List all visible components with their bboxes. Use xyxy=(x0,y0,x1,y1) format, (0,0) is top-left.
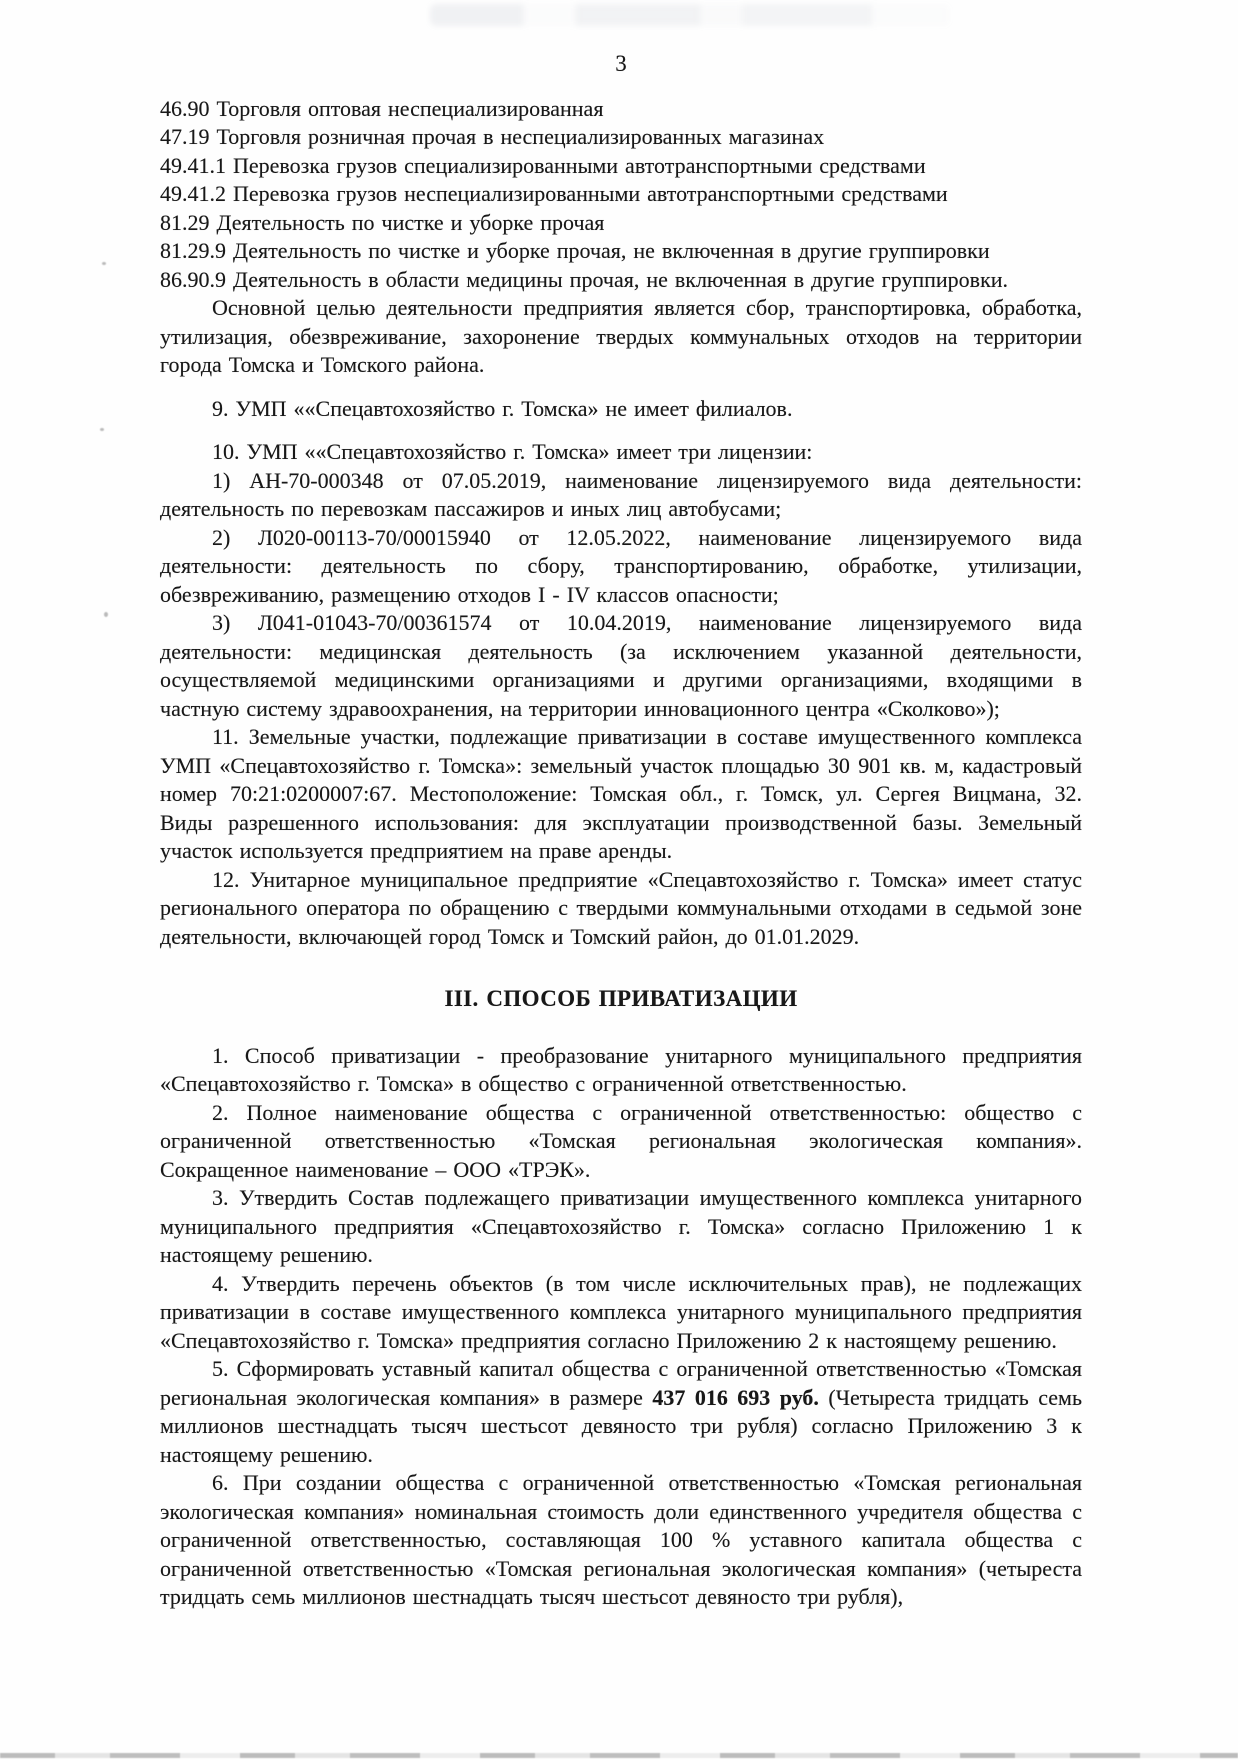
license-item-1: 1) АН-70-000348 от 07.05.2019, наименование лицензируемого вида деятельности: деятельность по перевозкам пассажиров и иных лиц автобусами; xyxy=(160,467,1082,521)
section3-paragraph-4-approve-exclusions: 4. Утвердить перечень объектов (в том числе исключительных прав), не подлежащих приватизации в составе имущественного комплекса унитарного муниципального предприятия «Спецавтохозяйство г. Томска» предприятия согласно Приложению 2 к настоящему решению. xyxy=(160,1270,1082,1353)
okved-code-list xyxy=(160,95,1082,295)
license-item-2: 2) Л020-00113-70/00015940 от 12.05.2022, наименование лицензируемого вида деятельности: деятельность по сбору, транспортированию, обработке, утилизации, обезвреживанию, размещению отходов I - IV классов опасности; xyxy=(160,524,1082,607)
scan-speck xyxy=(102,262,106,265)
license-item-3: 3) Л041-01043-70/00361574 от 10.04.2019, наименование лицензируемого вида деятельности: медицинская деятельность (за исключением указанной деятельности, осуществляемой медицинскими организациями и другими организациями, входящими в частную систему здравоохранения, на территории инновационного центра «Сколково»); xyxy=(160,610,1082,721)
scan-speck xyxy=(100,428,104,431)
section3-paragraph-2-company-name: 2. Полное наименование общества с ограниченной ответственностью: общество с ограниченной ответственностью «Томская региональная экологическая компания». Сокращенное наименование – ООО «ТРЭК». xyxy=(160,1099,1082,1182)
paragraph-10-licenses-intro: 10. УМП ««Спецавтохозяйство г. Томска» имеет три лицензии: xyxy=(212,439,813,464)
section3-paragraph-5-charter-capital xyxy=(160,1355,1082,1469)
okved-item: 46.90 Торговля оптовая неспециализированная xyxy=(160,95,604,121)
paragraph-text-before-amount: 5. Сформировать уставный капитал общества с ограниченной ответственностью «Томская региональная экологическая компания» в размере xyxy=(160,1356,1082,1410)
section3-paragraph-1-method: 1. Способ приватизации - преобразование унитарного муниципального предприятия «Спецавтохозяйство г. Томска» в общество с ограниченной ответственностью. xyxy=(160,1042,1082,1096)
page-number: 3 xyxy=(615,51,627,76)
paragraph-12-regional-operator: 12. Унитарное муниципальное предприятие «Спецавтохозяйство г. Томска» имеет статус регионального оператора по обращению с твердыми коммунальными отходами в седьмой зоне деятельности, включающей город Томск и Томский район, до 01.01.2029. xyxy=(160,866,1082,949)
section3-paragraph-6-founder-share: 6. При создании общества с ограниченной ответственностью «Томская региональная экологическая компания» номинальная стоимость доли единственного учредителя общества с ограниченной ответственностью, составляющая 100 % уставного капитала общества с ограниченной ответственностью «Томская региональная экологическая компания» (четыреста тридцать семь миллионов шестнадцать тысяч шестьсот девяносто три рубля), xyxy=(160,1470,1082,1609)
okved-item: 49.41.1 Перевозка грузов специализированными автотранспортными средствами xyxy=(160,152,926,178)
okved-item: 47.19 Торговля розничная прочая в неспециализированных магазинах xyxy=(160,124,825,149)
paragraph-11-land-plots: 11. Земельные участки, подлежащие приватизации в составе имущественного комплекса УМП «Спецавтохозяйство г. Томска»: земельный участок площадью 30 901 кв. м, кадастровый номер 70:21:0200007:67. Местоположение: Томская обл., г. Томск, ул. Сергея Вицмана, 32. Виды разрешенного использования: для эксплуатации производственной базы. Земельный участок используется предприятием на праве аренды. xyxy=(160,724,1082,863)
scan-artifact-top xyxy=(430,4,950,26)
scan-artifact-bottom xyxy=(0,1753,1238,1758)
scan-speck xyxy=(104,612,108,617)
section-3-heading: III. СПОСОБ ПРИВАТИЗАЦИИ xyxy=(444,986,798,1011)
paragraph-text-after-amount: (Четыреста тридцать семь миллионов шестнадцать тысяч шестьсот девяносто три рубля) согласно Приложению 3 к настоящему решению. xyxy=(160,1384,1083,1467)
charter-capital-amount: 437 016 693 руб. xyxy=(652,1384,819,1410)
paragraph-main-goal: Основной целью деятельности предприятия является сбор, транспортировка, обработка, утилизация, обезвреживание, захоронение твердых коммунальных отходов на территории города Томска и Томского района. xyxy=(160,295,1082,377)
okved-item: 81.29.9 Деятельность по чистке и уборке прочая, не включенная в другие группировки xyxy=(160,238,990,263)
paragraph-9-no-branches: 9. УМП ««Спецавтохозяйство г. Томска» не имеет филиалов. xyxy=(212,395,793,421)
section3-paragraph-3-approve-composition: 3. Утвердить Состав подлежащего приватизации имущественного комплекса унитарного муниципального предприятия «Спецавтохозяйство г. Томска» согласно Приложению 1 к настоящему решению. xyxy=(160,1185,1082,1267)
okved-item: 86.90.9 Деятельность в области медицины прочая, не включенная в другие группировки. xyxy=(160,266,1009,292)
okved-item: 49.41.2 Перевозка грузов неспециализированными автотранспортными средствами xyxy=(160,181,948,206)
okved-item: 81.29 Деятельность по чистке и уборке прочая xyxy=(160,209,605,235)
